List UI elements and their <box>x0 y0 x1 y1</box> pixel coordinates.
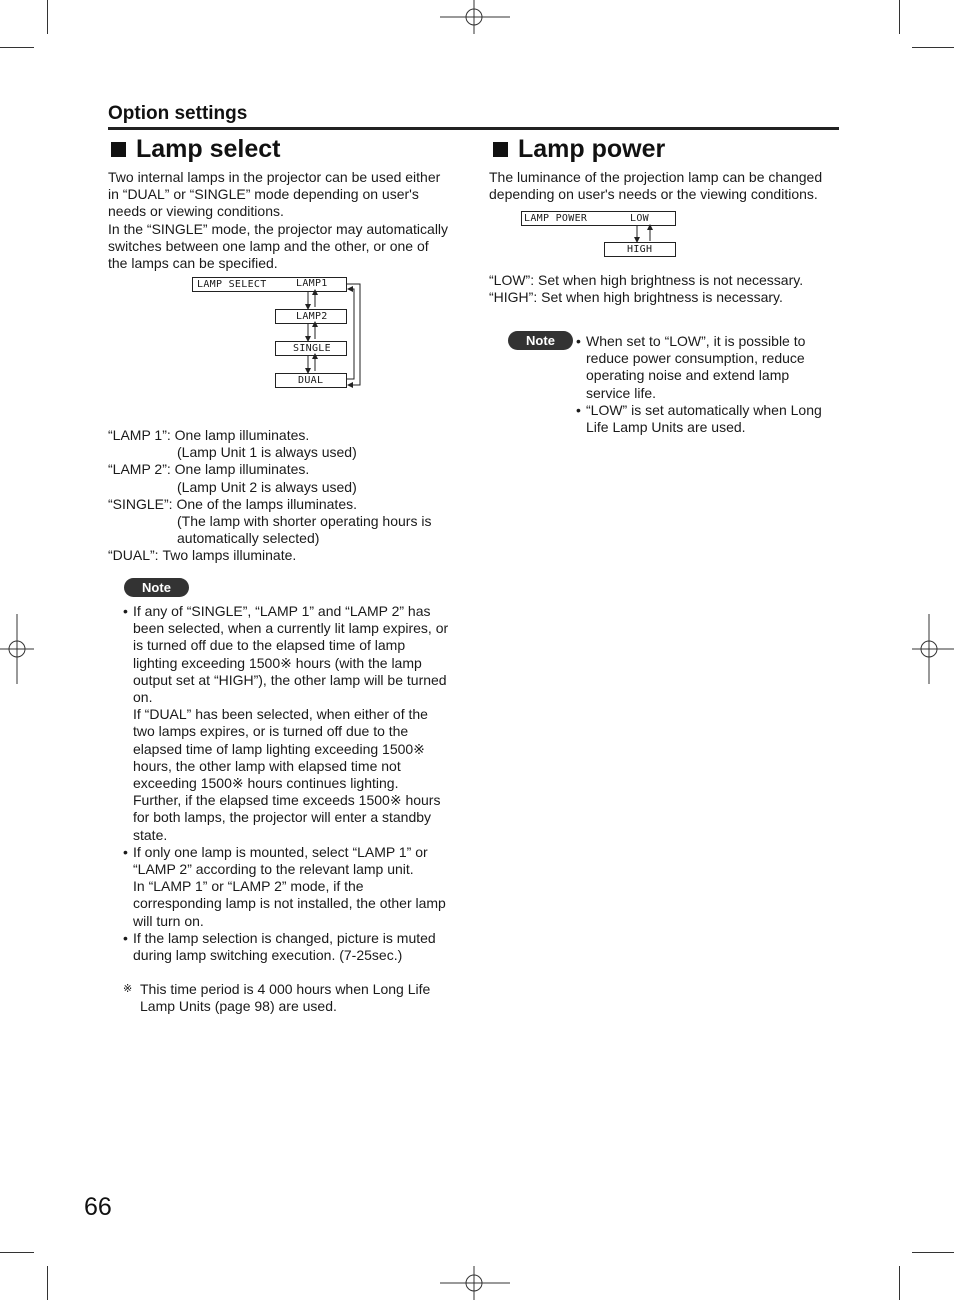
definition-row <box>108 461 468 478</box>
note-line: When set to “LOW”, it is possible to <box>586 333 806 349</box>
note-line: If only one lamp is mounted, select “LAMP 1” or <box>133 843 428 860</box>
lamp-select-notes <box>123 603 463 964</box>
square-bullet-icon <box>493 142 508 157</box>
footnote <box>123 981 463 1015</box>
menu-option-dual: DUAL <box>298 375 324 386</box>
crop-mark <box>47 1266 48 1300</box>
note-line: Life Lamp Units are used. <box>586 419 746 436</box>
lamp-select-title-text: Lamp select <box>136 135 281 163</box>
crop-mark <box>899 1266 900 1300</box>
note-line: hours, the other lamp with elapsed time not <box>133 757 401 774</box>
definition-text: One lamp illuminates. <box>174 461 310 478</box>
intro-line: In the “SINGLE” mode, the projector may automatically <box>108 220 449 237</box>
note-item <box>576 333 846 402</box>
definition-line: “HIGH”: Set when high brightness is necessary. <box>489 289 783 306</box>
crop-mark <box>912 1252 954 1253</box>
lamp-select-definitions <box>108 427 468 565</box>
lamp-power-notes <box>576 333 846 436</box>
lamp-select-arrows-icon <box>270 275 370 393</box>
definition-sub: automatically selected) <box>177 530 320 547</box>
definition-row <box>108 547 468 564</box>
bullet-icon: • <box>576 333 581 349</box>
note-line: elapsed time of lamp lighting exceeding 1500※ <box>133 740 425 757</box>
note-line: will turn on. <box>133 912 204 929</box>
reference-mark-icon: ※ <box>123 983 133 995</box>
square-bullet-icon <box>111 142 126 157</box>
note-line: state. <box>133 826 168 843</box>
note-item <box>123 844 463 930</box>
registration-mark-icon <box>0 614 36 684</box>
note-item <box>123 930 463 964</box>
definition-key: “LAMP 2”: <box>108 461 171 478</box>
definition-row <box>108 427 468 444</box>
lamp-power-definitions <box>489 272 849 306</box>
note-line: for both lamps, the projector will enter a standby <box>133 809 432 826</box>
definition-key: “SINGLE”: <box>108 495 173 512</box>
crop-mark <box>0 47 34 48</box>
definition-sub: (The lamp with shorter operating hours is <box>177 513 432 530</box>
note-line: two lamps expires, or is turned off due to the <box>133 723 409 740</box>
note-line: been selected, when a currently lit lamp expires, or <box>133 620 449 637</box>
crop-mark <box>899 0 900 34</box>
footnote-line: Lamp Units (page 98) are used. <box>140 998 337 1015</box>
note-line: operating noise and extend lamp <box>586 367 790 384</box>
definition-text: One of the lamps illuminates. <box>176 495 357 512</box>
intro-line: Two internal lamps in the projector can be used either <box>108 169 441 185</box>
note-line: lighting exceeding 1500※ hours (with the lamp <box>133 654 422 671</box>
registration-mark-icon <box>440 0 510 36</box>
menu-option-single: SINGLE <box>293 343 331 354</box>
lamp-select-intro <box>108 169 468 272</box>
note-line: corresponding lamp is not installed, the other lamp <box>133 895 446 912</box>
menu-option-low: LOW <box>630 213 649 224</box>
page-number: 66 <box>84 1193 112 1221</box>
definition-sub: (Lamp Unit 1 is always used) <box>177 444 357 461</box>
note-line: is turned off due to the elapsed time of lamp <box>133 637 406 654</box>
menu-label: LAMP SELECT <box>197 279 267 290</box>
intro-line: needs or viewing conditions. <box>108 203 284 220</box>
crop-mark <box>912 47 954 48</box>
menu-option-high-box <box>604 242 676 257</box>
note-line: reduce power consumption, reduce <box>586 350 805 367</box>
intro-line: in “DUAL” or “SINGLE” mode depending on user's <box>108 186 419 203</box>
lamp-power-arrows-icon <box>620 224 660 244</box>
note-line: In “LAMP 1” or “LAMP 2” mode, if the <box>133 878 364 895</box>
definition-text: Two lamps illuminate. <box>162 547 297 564</box>
footnote-line: This time period is 4 000 hours when Long Life <box>140 981 431 997</box>
note-line: on. <box>133 689 153 706</box>
note-line: exceeding 1500※ hours continues lighting. <box>133 775 399 792</box>
footnote-item <box>123 981 463 1015</box>
note-line: If “DUAL” has been selected, when either of the <box>133 706 428 723</box>
header-rule <box>108 127 839 130</box>
definition-key: “LAMP 1”: <box>108 427 171 443</box>
intro-line: the lamps can be specified. <box>108 255 278 272</box>
bullet-icon: • <box>123 603 128 619</box>
menu-label: LAMP POWER <box>524 213 588 224</box>
note-line: service life. <box>586 384 657 401</box>
note-badge: Note <box>124 578 189 597</box>
intro-line: depending on user's needs or the viewing conditions. <box>489 186 818 203</box>
bullet-icon: • <box>576 401 581 418</box>
lamp-power-intro <box>489 169 849 203</box>
menu-option-lamp2: LAMP2 <box>296 311 328 322</box>
note-line: output set at “HIGH”), the other lamp will be turned <box>133 671 447 688</box>
definition-line: “LOW”: Set when high brightness is not necessary. <box>489 272 804 288</box>
crop-mark <box>0 1252 34 1253</box>
bullet-icon: • <box>123 929 128 946</box>
menu-option-high: HIGH <box>627 244 653 255</box>
lamp-power-title <box>493 135 665 164</box>
note-line: Further, if the elapsed time exceeds 1500※ hours <box>133 792 441 809</box>
definition-text: One lamp illuminates. <box>174 427 310 443</box>
registration-mark-icon <box>912 614 954 684</box>
definition-key: “DUAL”: <box>108 547 159 564</box>
intro-line: The luminance of the projection lamp can be changed <box>489 169 823 185</box>
note-line: If the lamp selection is changed, picture is muted <box>133 929 436 946</box>
note-item <box>576 402 846 436</box>
definition-row <box>108 496 468 513</box>
lamp-power-title-text: Lamp power <box>518 135 666 163</box>
note-line: If any of “SINGLE”, “LAMP 1” and “LAMP 2” has <box>133 603 431 619</box>
note-line: “LAMP 2” according to the relevant lamp unit. <box>133 861 414 878</box>
definition-sub: (Lamp Unit 2 is always used) <box>177 478 357 495</box>
note-line: “LOW” is set automatically when Long <box>586 401 822 418</box>
note-line: during lamp switching execution. (7-25sec.) <box>133 947 403 964</box>
intro-line: switches between one lamp and the other, or one of <box>108 237 429 254</box>
section-header: Option settings <box>108 103 248 124</box>
registration-mark-icon <box>440 1266 510 1300</box>
bullet-icon: • <box>123 843 128 860</box>
lamp-select-title <box>111 135 281 164</box>
crop-mark <box>47 0 48 34</box>
menu-option-lamp1: LAMP1 <box>296 278 328 289</box>
note-badge: Note <box>508 331 573 350</box>
note-item <box>123 603 463 844</box>
